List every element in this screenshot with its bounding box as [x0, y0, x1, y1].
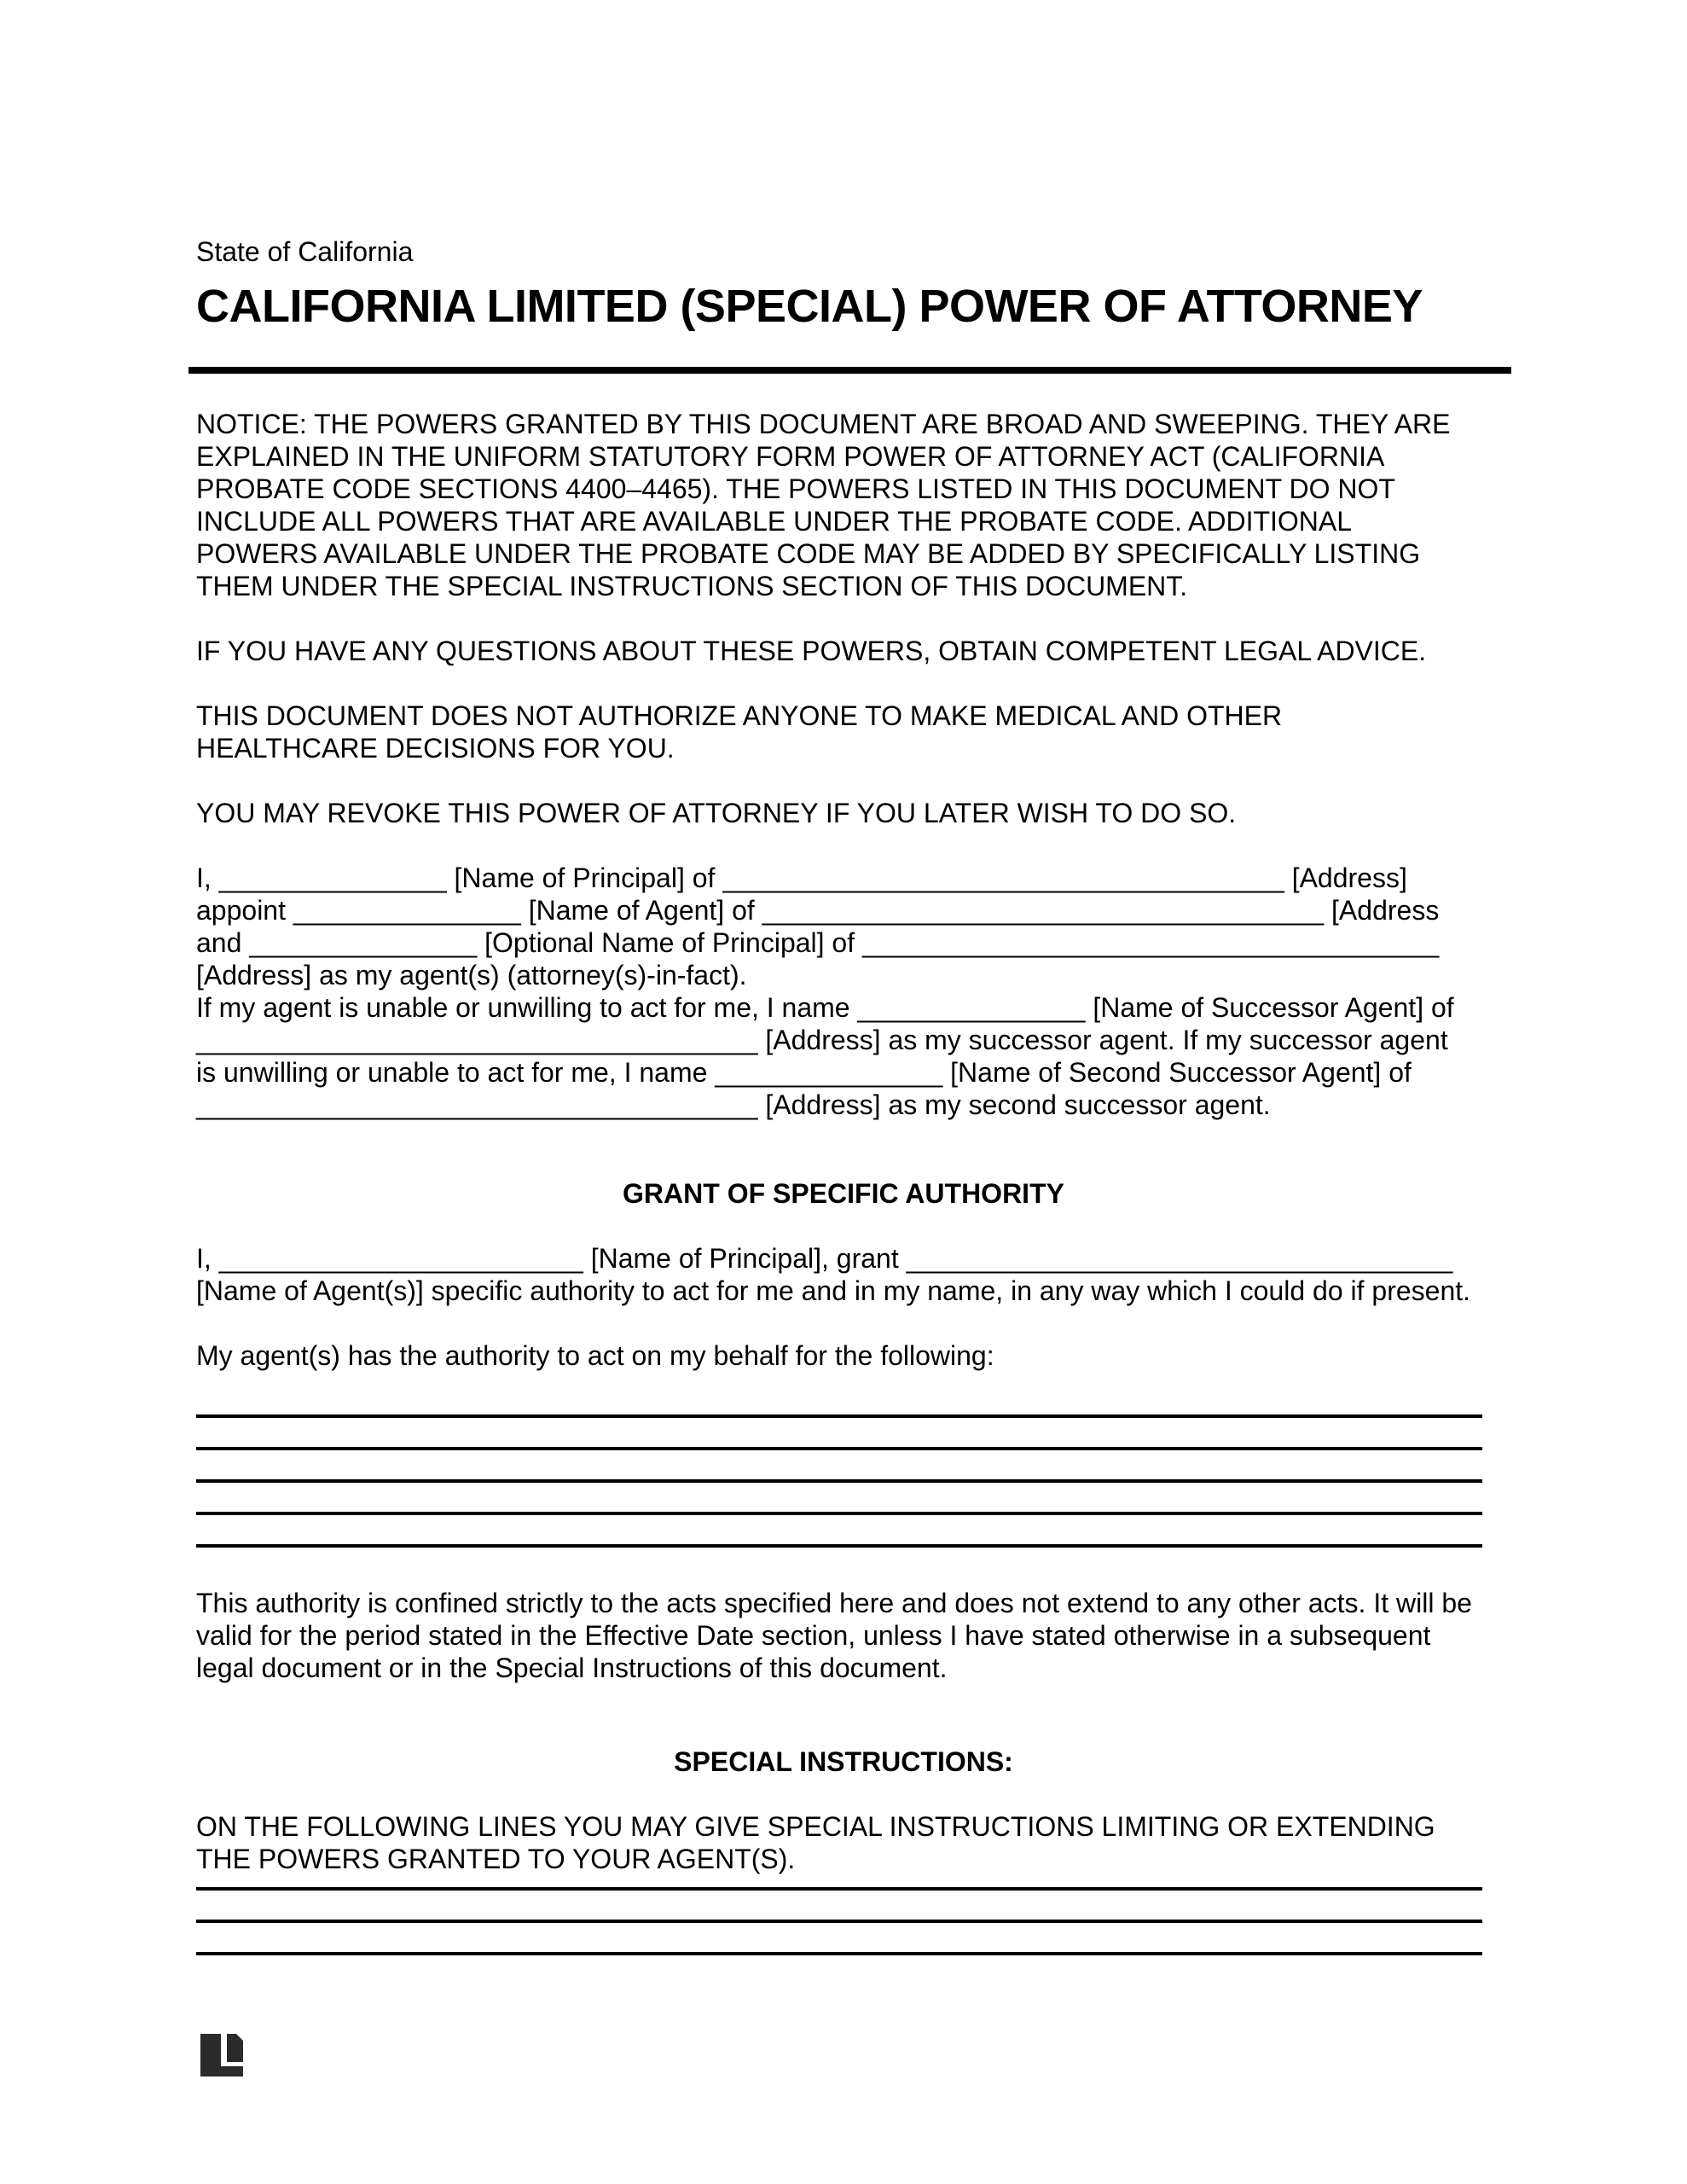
appointment-line: [Address] as my agent(s) (attorney(s)-in-fact). [196, 960, 747, 990]
legal-templates-logo-icon [200, 2034, 243, 2077]
notice-line: EXPLAINED IN THE UNIFORM STATUTORY FORM POWER OF ATTORNEY ACT (CALIFORNIA [196, 441, 1385, 472]
blank-writing-line [196, 1515, 1482, 1548]
confinement-line: valid for the period stated in the Effective Date section, unless I have stated otherwise in a subsequent [196, 1620, 1431, 1651]
title-rule [188, 367, 1511, 374]
notice-line: POWERS AVAILABLE UNDER THE PROBATE CODE MAY BE ADDED BY SPECIFICALLY LISTING [196, 538, 1421, 569]
appointment-line: is unwilling or unable to act for me, I name _______________ [Name of Second Successor Agent] of [196, 1057, 1412, 1088]
appointment-line: appoint _______________ [Name of Agent] of _____________________________________ [Address [196, 895, 1440, 926]
notice-line: INCLUDE ALL POWERS THAT ARE AVAILABLE UNDER THE PROBATE CODE. ADDITIONAL [196, 506, 1353, 537]
state-label: State of California [196, 236, 414, 267]
blank-writing-line [196, 1891, 1482, 1923]
appointment-line: If my agent is unable or unwilling to act for me, I name _______________ [Name of Successor Agent] of [196, 992, 1454, 1023]
appointment-paragraph [196, 862, 1491, 1121]
blank-writing-line [196, 1385, 1482, 1418]
authority-blank-lines [196, 1385, 1491, 1548]
advisory-medical-line: THIS DOCUMENT DOES NOT AUTHORIZE ANYONE TO MAKE MEDICAL AND OTHER [196, 700, 1283, 731]
appointment-line: and _______________ [Optional Name of Principal] of ______________________________________ [196, 927, 1440, 958]
notice-line: NOTICE: THE POWERS GRANTED BY THIS DOCUMENT ARE BROAD AND SWEEPING. THEY ARE [196, 409, 1451, 439]
confinement-line: legal document or in the Special Instructions of this document. [196, 1653, 948, 1683]
advisory-revoke-line: YOU MAY REVOKE THIS POWER OF ATTORNEY IF YOU LATER WISH TO DO SO. [196, 798, 1237, 828]
blank-writing-line [196, 1923, 1482, 1955]
advisory-medical [196, 700, 1491, 764]
legal-templates-logo [200, 2034, 243, 2077]
blank-writing-line [196, 1418, 1482, 1450]
notice-paragraph [196, 408, 1491, 602]
confinement-line: This authority is confined strictly to the acts specified here and does not extend to any other acts. It will be [196, 1588, 1472, 1618]
authority-intro [196, 1339, 1491, 1372]
special-instructions-intro [196, 1810, 1491, 1875]
confinement-paragraph [196, 1587, 1491, 1684]
blank-writing-line [196, 1875, 1482, 1891]
authority-intro-line: My agent(s) has the authority to act on my behalf for the following: [196, 1340, 994, 1371]
blank-writing-line [196, 1483, 1482, 1515]
notice-line: THEM UNDER THE SPECIAL INSTRUCTIONS SECTION OF THIS DOCUMENT. [196, 571, 1188, 601]
special-instructions-intro-line: ON THE FOLLOWING LINES YOU MAY GIVE SPECIAL INSTRUCTIONS LIMITING OR EXTENDING [196, 1811, 1435, 1842]
notice-line: PROBATE CODE SECTIONS 4400–4465). THE POWERS LISTED IN THIS DOCUMENT DO NOT [196, 473, 1395, 504]
grant-paragraph [196, 1242, 1491, 1307]
document-title: CALIFORNIA LIMITED (SPECIAL) POWER OF ATTORNEY [196, 281, 1423, 332]
appointment-line: I, _______________ [Name of Principal] of _____________________________________ [Address] [196, 863, 1407, 893]
grant-heading: GRANT OF SPECIFIC AUTHORITY [623, 1178, 1064, 1209]
special-instructions-intro-line: THE POWERS GRANTED TO YOUR AGENT(S). [196, 1844, 796, 1874]
blank-writing-line [196, 1450, 1482, 1483]
advisory-revoke [196, 797, 1491, 829]
advisory-questions-line: IF YOU HAVE ANY QUESTIONS ABOUT THESE POWERS, OBTAIN COMPETENT LEGAL ADVICE. [196, 636, 1427, 666]
special-instructions-blank-lines [196, 1875, 1491, 1955]
special-instructions-heading: SPECIAL INSTRUCTIONS: [674, 1746, 1013, 1777]
advisory-questions [196, 635, 1491, 667]
advisory-medical-line: HEALTHCARE DECISIONS FOR YOU. [196, 733, 675, 764]
appointment-line: _____________________________________ [Address] as my successor agent. If my successor agent [196, 1025, 1448, 1055]
grant-line: I, ________________________ [Name of Principal], grant ____________________________________ [196, 1243, 1453, 1274]
grant-line: [Name of Agent(s)] specific authority to act for me and in my name, in any way which I could do if present. [196, 1275, 1471, 1306]
appointment-line: _____________________________________ [Address] as my second successor agent. [196, 1089, 1271, 1120]
